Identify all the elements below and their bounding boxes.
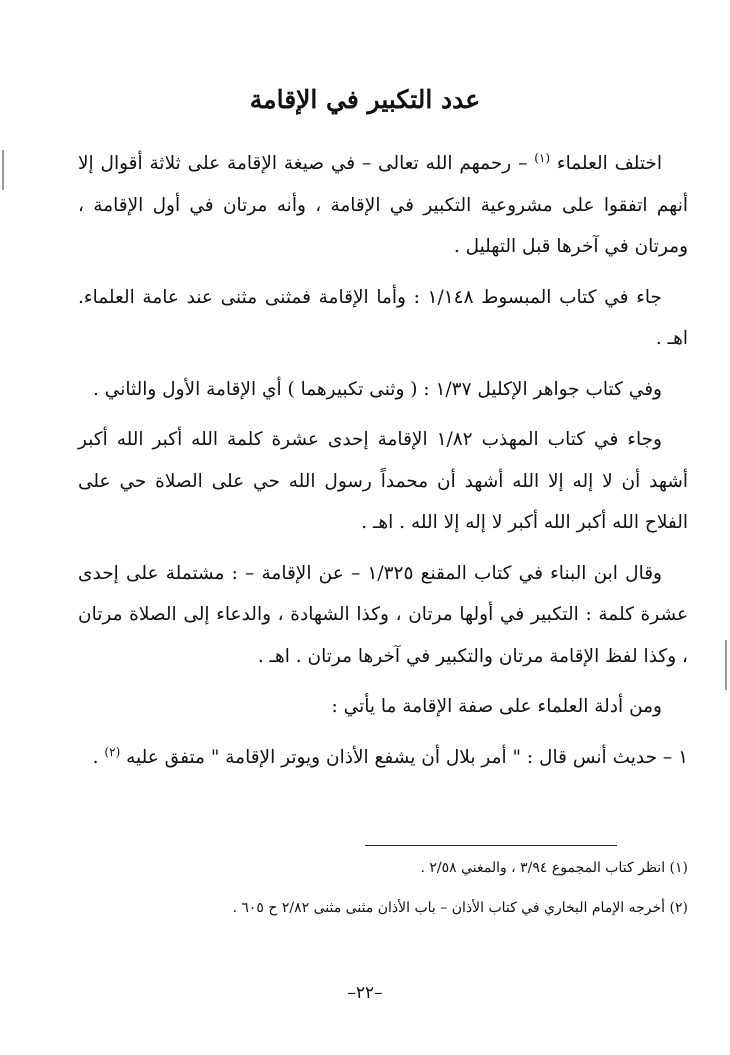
paragraph-text: ١ – حديث أنس قال : " أمر بلال أن يشفع الأذان ويوتر الإقامة " متفق عليه	[126, 746, 688, 768]
paragraph-text: .	[92, 746, 105, 768]
footnotes	[78, 848, 688, 928]
paragraph-text: اختلف العلماء	[556, 153, 663, 174]
paragraph-text: – رحمهم الله تعالى – في صيغة الإقامة على ثلاثة أقوال إلا أنهم اتفقوا على مشروعية التكبير في الإقامة ، وأنه مرتان في أول الإقامة ، ومرتان في آخرها قبل التهليل .	[78, 153, 688, 257]
paragraph	[78, 143, 688, 268]
footnote-ref: (٢)	[104, 744, 121, 759]
footnote: (٢) أخرجه الإمام البخاري في كتاب الأذان – باب الأذان مثنى مثنى ٢/٨٢ ح ٦٠٥ .	[232, 900, 688, 916]
footnote-separator	[365, 845, 617, 846]
paragraph: ومن أدلة العلماء على صفة الإقامة ما يأتي :	[331, 696, 662, 717]
main-text	[78, 143, 688, 787]
footnote: (١) انظر كتاب المجموع ٣/٩٤ ، والمغني ٢/٥٨ .	[420, 860, 688, 876]
paragraph: وجاء في كتاب المهذب ١/٨٢ الإقامة إحدى عشرة كلمة الله أكبر الله أكبر أشهد أن لا إله إلا الله أشهد أن محمداً رسول الله حي على الصلاة حي على الفلاح الله أكبر الله أكبر لا إله إلا الله . اهـ .	[78, 429, 688, 533]
page-title: عدد التكبير في الإقامة	[249, 85, 481, 114]
paragraph: وقال ابن البناء في كتاب المقنع ١/٣٢٥ – عن الإقامة – : مشتملة على إحدى عشرة كلمة : التكبير في أولها مرتان ، وكذا الشهادة ، والدعاء إلى الصلاة مرتان ، وكذا لفظ الإقامة مرتان والتكبير في آخرها مرتان . اهـ .	[78, 562, 688, 667]
scan-edge-mark	[725, 640, 727, 690]
paragraph	[78, 737, 688, 779]
paragraph: جاء في كتاب المبسوط ١/١٤٨ : وأما الإقامة فمثنى مثنى عند عامة العلماء. اهـ .	[78, 286, 688, 349]
paragraph: وفي كتاب جواهر الإكليل ١/٣٧ : ( وثنى تكبيرهما ) أي الإقامة الأول والثاني .	[93, 378, 662, 400]
page-number: –٢٢–	[347, 983, 383, 1003]
scan-edge-mark	[2, 150, 4, 190]
footnote-ref: (١)	[534, 150, 551, 165]
